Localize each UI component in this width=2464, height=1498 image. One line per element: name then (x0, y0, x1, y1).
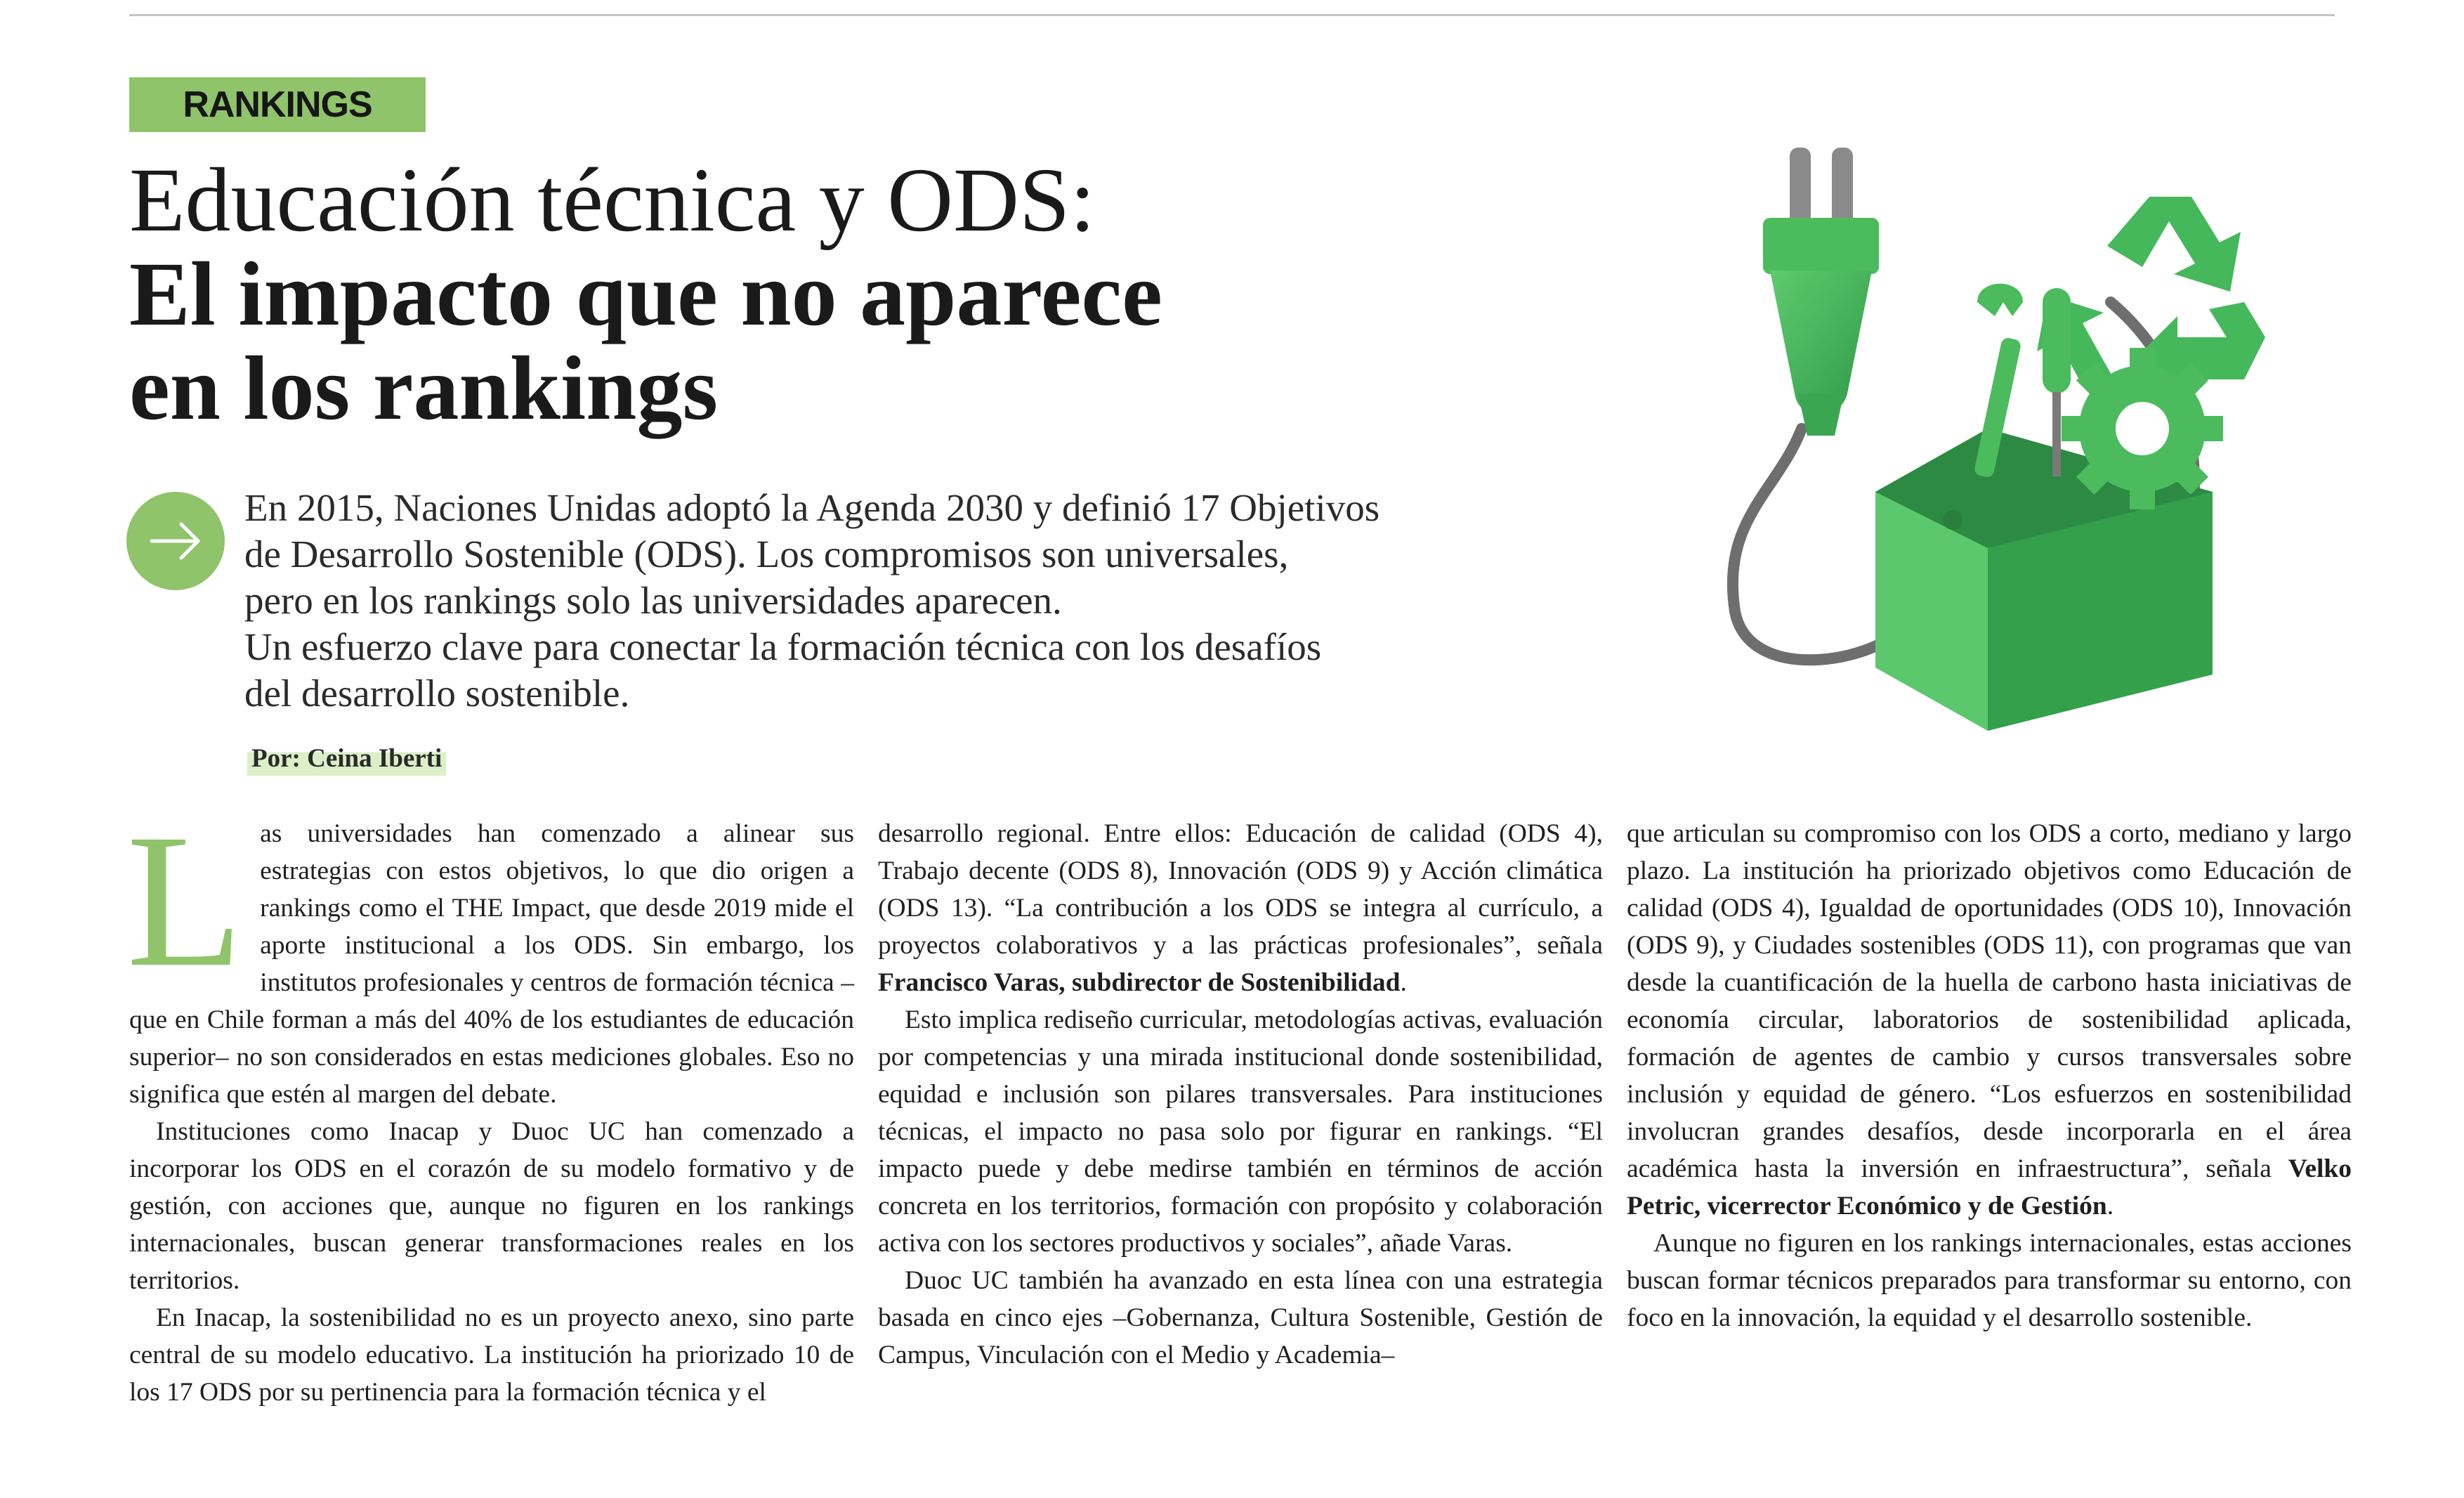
byline: Por: Ceina Iberti (247, 742, 446, 776)
body-paragraph-text: que articulan su compromiso con los ODS a corto, mediano y largo plazo. La institución ha priorizado objetivos como Educación de calidad (ODS 4), Igualdad de oportunidades (ODS 10), Innovación (ODS 9), y Ciudades sostenibles (ODS 11), con programas que van desde la cuantificación de la huella de carbono hasta iniciativas de economía circular, laboratorios de sostenibilidad aplicada, formación de agentes de cambio y cursos transversales sobre inclusión y equidad de género. “Los esfuerzos en sostenibilidad involucran grandes desafíos, desde incorporarla en el área académica hasta la inversión en infraestructura”, señala (1627, 819, 2352, 1183)
body-paragraph: Esto implica rediseño curricular, metodologías activas, evaluación por competencias y una mirada institucional donde sostenibilidad, equidad e inclusión son pilares transversales. Para instituciones técnicas, el impacto no pasa solo por figurar en rankings. “El impacto puede y debe medirse también en términos de acción concreta en los territorios, formación con propósito y colaboración activa con los sectores productivos y sociales”, añade Varas. (878, 1005, 1603, 1258)
headline-line-1: Educación técnica y ODS: (129, 150, 1096, 251)
lead-line: En 2015, Naciones Unidas adoptó la Agenda 2030 y definió 17 Objetivos (244, 486, 1380, 529)
quoted-person: Francisco Varas, subdirector de Sostenibilidad (878, 968, 1401, 997)
body-column-2 (878, 815, 1603, 1374)
lead-line: del desarrollo sostenible. (244, 672, 630, 715)
lead-line: Un esfuerzo clave para conectar la formación técnica con los desafíos (244, 625, 1322, 668)
headline-line-3: en los rankings (129, 338, 719, 439)
gear-icon (2062, 348, 2223, 509)
body-paragraph (1627, 815, 2352, 1225)
sustainability-illustration (1658, 126, 2290, 745)
top-rule (129, 14, 2335, 16)
body-paragraph: Instituciones como Inacap y Duoc UC han comenzado a incorporar los ODS en el corazón de su modelo formativo y de gestión, con acciones que, aunque no figuren en los rankings internacionales, buscan generar transformaciones reales en los territorios. (129, 1117, 854, 1295)
drop-cap: L (126, 795, 244, 1006)
sentence-end: . (1400, 968, 1407, 997)
body-paragraph: En Inacap, la sostenibilidad no es un proyecto anexo, sino parte central de su modelo educativo. La institución ha priorizado 10 de los 17 ODS por su pertinencia para la formación técnica y el (129, 1303, 854, 1407)
body-paragraph: Aunque no figuren en los rankings internacionales, estas acciones buscan formar técnicos preparados para transformar su entorno, con foco en la innovación, la equidad y el desarrollo sostenible. (1627, 1229, 2352, 1332)
body-paragraph (126, 795, 854, 1113)
body-paragraph-text: desarrollo regional. Entre ellos: Educación de calidad (ODS 4), Trabajo decente (ODS 8), Innovación (ODS 9) y Acción climática (ODS 13). “La contribución a los ODS se integra al currículo, a proyectos colaborativos y a las prácticas profesionales”, señala (878, 819, 1603, 960)
body-paragraph-text: as universidades han comenzado a alinear sus estrategias con estos objetivos, lo que dio origen a rankings como el THE Impact, que desde 2019 mide el aporte institucional a los ODS. Sin embargo, los institutos profesionales y centros de formación técnica –que en Chile forman a más del 40% de los estudiantes de educación superior– no son considerados en estas mediciones globales. Eso no significa que estén al margen del debate. (129, 819, 854, 1109)
body-column-3 (1627, 815, 2352, 1336)
headline (129, 150, 1464, 439)
plug-icon (1763, 148, 1879, 436)
lead-line: de Desarrollo Sostenible (ODS). Los compromisos son universales, (244, 533, 1289, 575)
body-paragraph: Duoc UC también ha avanzado en esta línea con una estrategia basada en cinco ejes –Gobernanza, Cultura Sostenible, Gestión de Campus, Vinculación con el Medio y Academia– (878, 1266, 1603, 1369)
lead-paragraph (244, 485, 1579, 717)
body-column-1 (126, 795, 854, 1411)
section-tag: RANKINGS (129, 77, 426, 132)
sentence-end: . (2106, 1192, 2114, 1220)
lead-line: pero en los rankings solo las universidades aparecen. (244, 579, 1062, 622)
quoted-person: Velko Petric, vicerrector Económico y de Gestión (1627, 1154, 2352, 1220)
body-paragraph (878, 815, 1603, 1001)
arrow-right-icon (126, 492, 225, 590)
headline-line-2: El impacto que no aparece (129, 244, 1162, 345)
